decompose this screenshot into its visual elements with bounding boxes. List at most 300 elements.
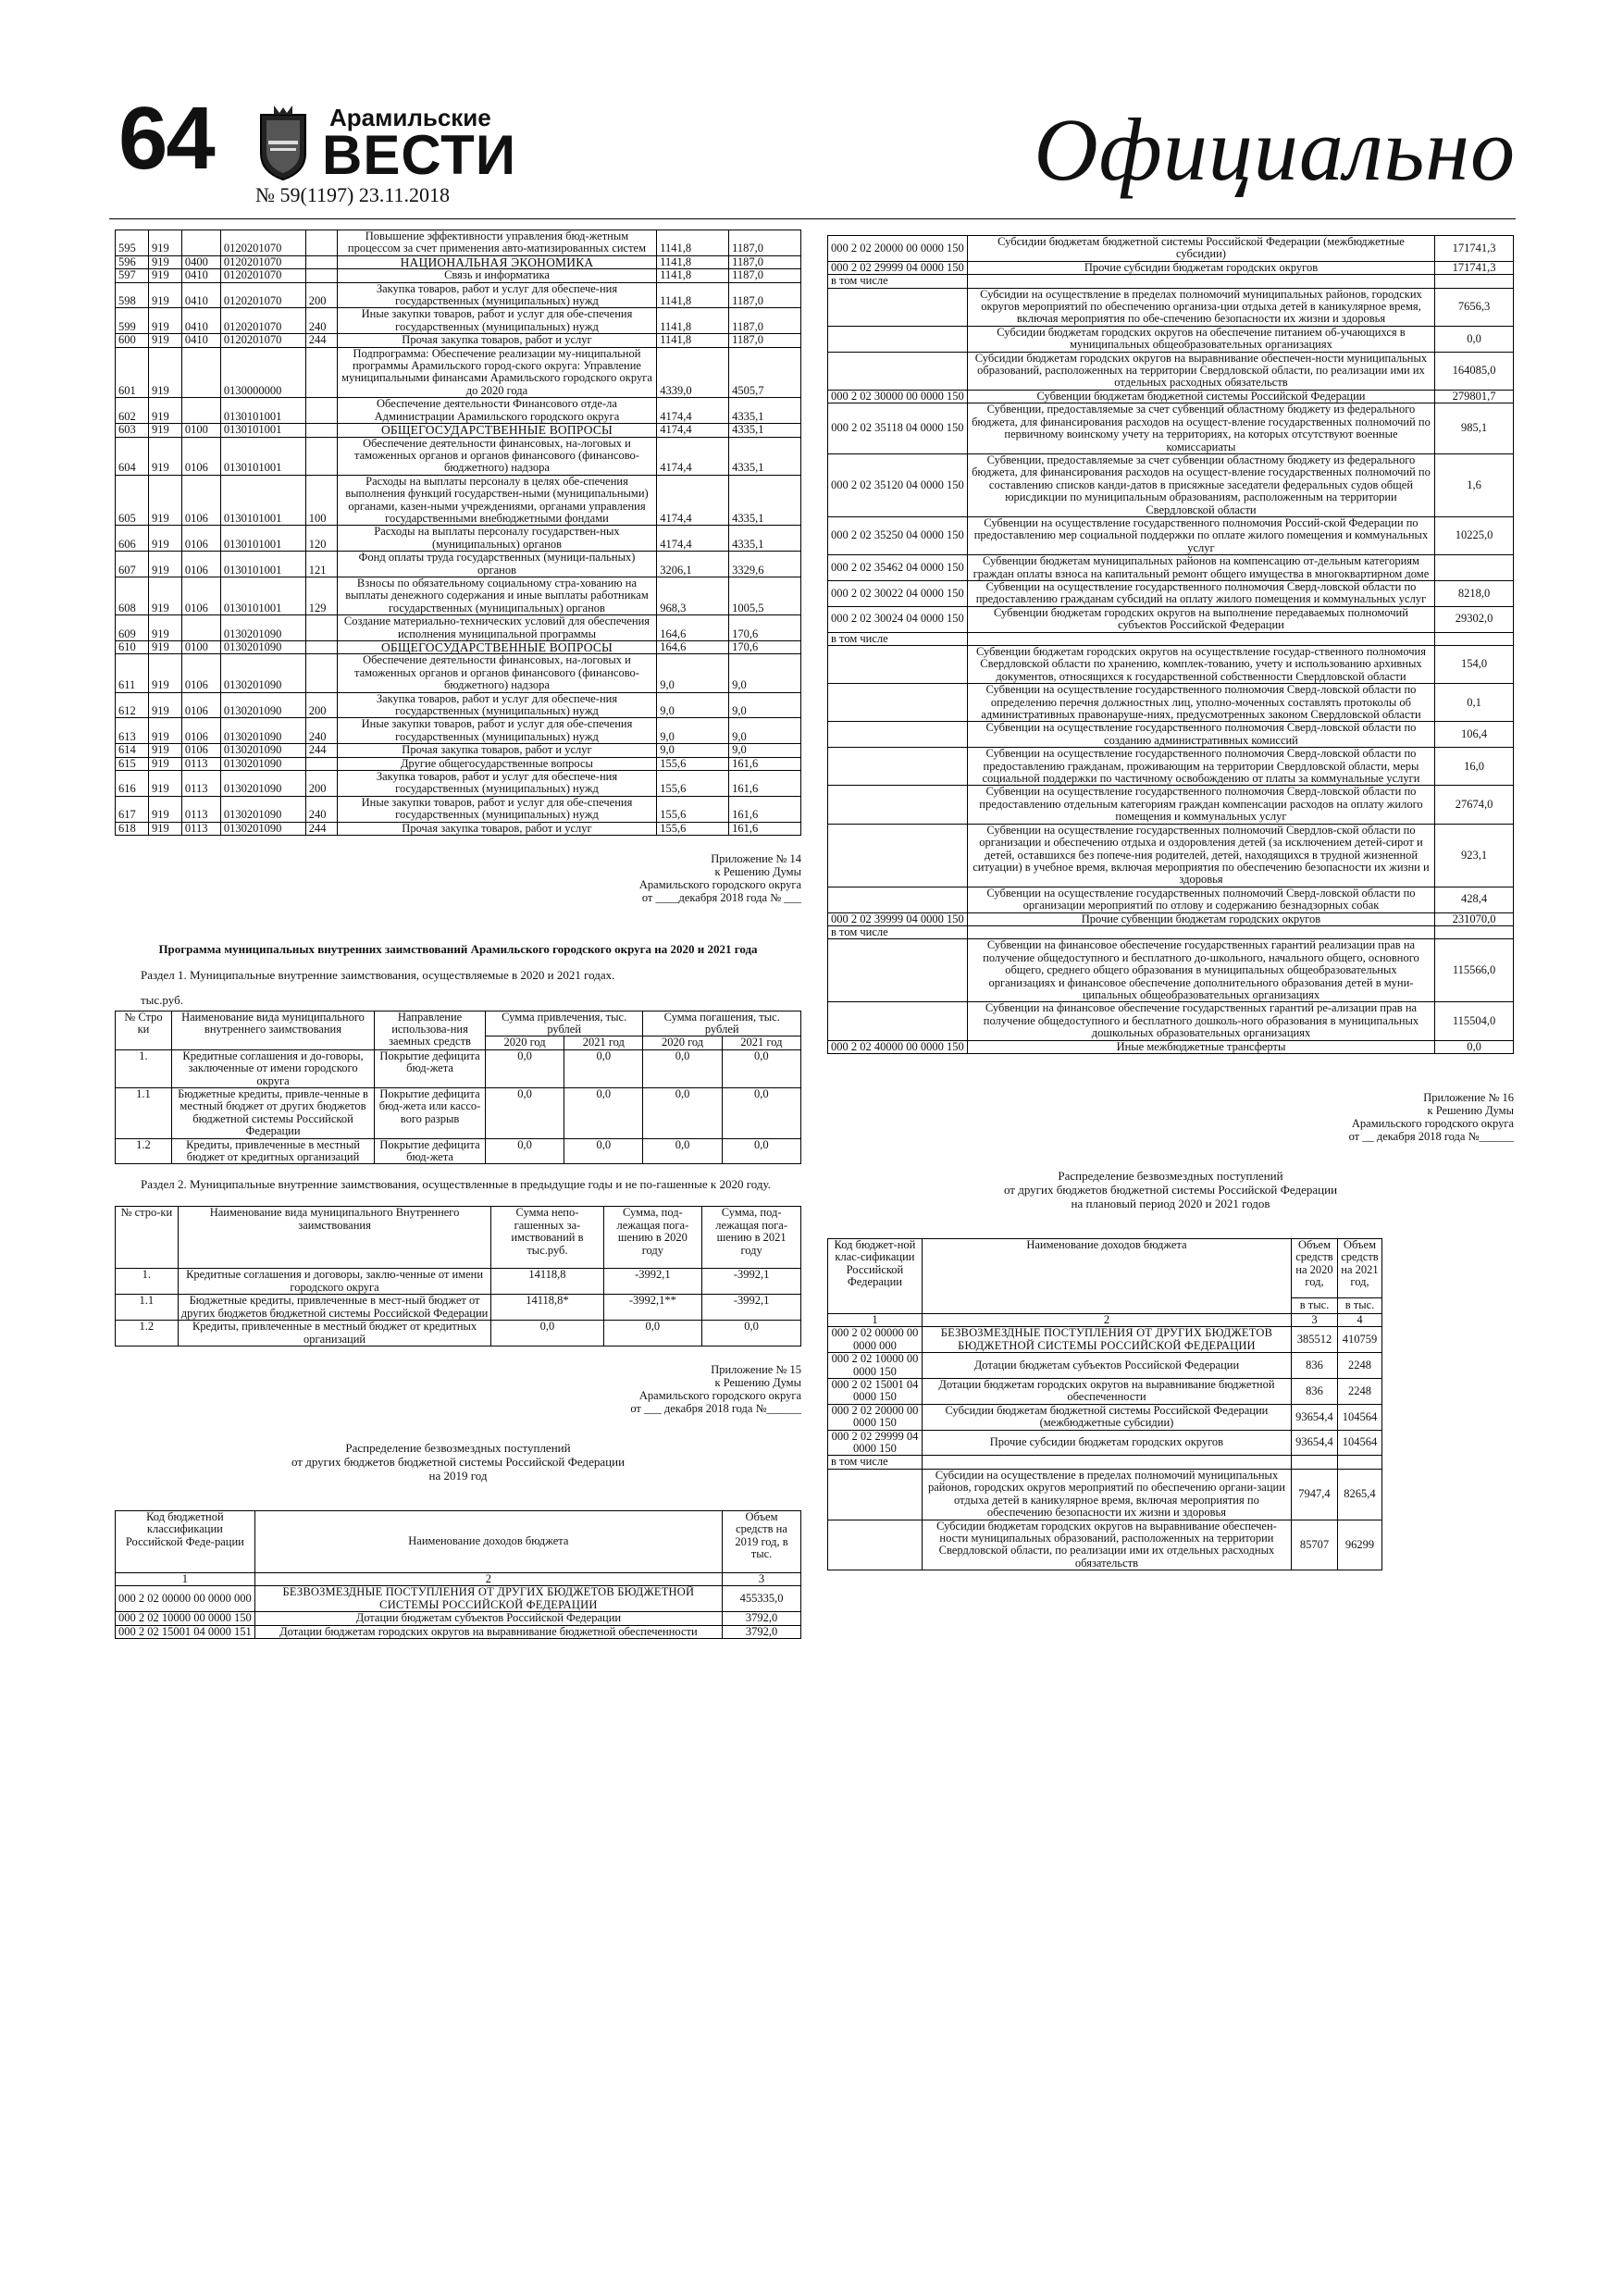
subheading-row — [828, 925, 1514, 938]
item-name: Иные закупки товаров, работ и услуг для обе-спечения государственных (муниципальных) нужд — [337, 718, 656, 744]
item-name: Подпрограмма: Обеспечение реализации му-ниципальной программы Арамильского город-ского округа: Управление муниципальными финансами Арамильского городского округа до 2020 года — [337, 347, 656, 398]
expense-type-code — [305, 255, 337, 268]
ministry-code: 919 — [148, 615, 181, 641]
empty-cell — [1435, 632, 1514, 645]
income-name: БЕЗВОЗМЕЗДНЫЕ ПОСТУПЛЕНИЯ ОТ ДРУГИХ БЮДЖЕТОВ БЮДЖЕТНОЙ СИСТЕМЫ РОССИЙСКОЙ ФЕДЕРАЦИИ — [922, 1327, 1291, 1353]
caption-line: от других бюджетов бюджетной системы Российской Федерации — [291, 1454, 626, 1469]
row-number: 597 — [116, 269, 149, 282]
table-row — [828, 580, 1514, 606]
appendix-15 — [115, 1363, 801, 1415]
table-row — [116, 424, 801, 437]
income-name: Субвенции на осуществление государственного полномочия Сверд-ловской области по предоставлению гражданам субсидий на оплату жилого помещения и коммунальных услуг — [967, 580, 1434, 606]
section-code: 0400 — [181, 255, 220, 268]
borrowing-type: Кредиты, привлеченные в местный бюджет от кредитных организаций — [171, 1138, 374, 1164]
table-row — [116, 398, 801, 424]
target-code: 0120201070 — [220, 334, 305, 347]
borrowing-type: Кредитные соглашения и до-говоры, заключенные от имени городского округа — [171, 1049, 374, 1087]
table-row — [828, 326, 1514, 352]
row-number: 600 — [116, 334, 149, 347]
repay-2020: 0,0 — [643, 1049, 722, 1087]
table-row — [828, 516, 1514, 554]
table-row — [116, 1138, 801, 1164]
appendix-line: Арамильского городского округа — [1351, 1117, 1514, 1130]
expense-type-code — [305, 654, 337, 692]
col-header-purpose: Направление использова-ния заемных средств — [375, 1011, 486, 1049]
item-name: Прочая закупка товаров, работ и услуг — [337, 744, 656, 757]
table-row — [828, 912, 1514, 925]
empty-cell — [967, 275, 1434, 288]
unpaid-amount: 14118,8* — [491, 1295, 603, 1321]
amount-2021: 410759 — [1337, 1327, 1381, 1353]
table-row — [116, 757, 801, 770]
income-name: Субвенции, предоставляемые за счет субвенций областному бюджету из федерального бюджета, для финансирования расходов на осущест-вление государственных полномочий по первичному воинскому учету на территориях, на которых отсутствуют военные комиссариаты — [967, 403, 1434, 454]
col-number: 2 — [922, 1314, 1291, 1327]
row-number: 616 — [116, 771, 149, 797]
row-number: 595 — [116, 230, 149, 256]
amount-2020: 93654,4 — [1292, 1404, 1338, 1430]
empty-cell — [967, 925, 1434, 938]
row-number: 615 — [116, 757, 149, 770]
budget-code: 000 2 02 35120 04 0000 150 — [828, 453, 968, 516]
amount-2021: 161,6 — [729, 757, 801, 770]
section-code: 0410 — [181, 334, 220, 347]
section-code: 0113 — [181, 771, 220, 797]
in-that-number-label: в том числе — [828, 925, 968, 938]
target-code: 0120201070 — [220, 282, 305, 308]
income-name: Дотации бюджетам субъектов Российской Федерации — [922, 1353, 1291, 1379]
table-row — [116, 1295, 801, 1321]
table-row — [828, 1469, 1382, 1520]
logo-top-text: Арамильские — [329, 104, 491, 131]
amount-2019: 16,0 — [1435, 748, 1514, 786]
table-row — [116, 1586, 801, 1612]
amount-2020: 4174,4 — [657, 424, 729, 437]
target-code: 0130201090 — [220, 641, 305, 654]
expense-type-code: 244 — [305, 822, 337, 835]
row-number: 596 — [116, 255, 149, 268]
expenses-table — [115, 230, 801, 836]
table-row — [116, 255, 801, 268]
income-name: Субсидии бюджетам бюджетной системы Российской Федерации (межбюджетные субсидии) — [922, 1404, 1291, 1430]
row-number: 598 — [116, 282, 149, 308]
income-name: Прочие субсидии бюджетам городских округов — [967, 261, 1434, 274]
table-row — [828, 606, 1514, 632]
table-row — [116, 1625, 801, 1638]
target-code: 0120201070 — [220, 255, 305, 268]
amount-2021: 161,6 — [729, 771, 801, 797]
repay-2021: 0,0 — [722, 1088, 800, 1139]
expense-type-code: 240 — [305, 796, 337, 822]
item-name: Иные закупки товаров, работ и услуг для обе-спечения государственных (муниципальных) нужд — [337, 796, 656, 822]
amount-2021: 9,0 — [729, 718, 801, 744]
borrowing-type: Кредитные соглашения и договоры, заклю-ченные от имени городского округа — [178, 1269, 491, 1295]
section-code: 0106 — [181, 552, 220, 577]
budget-code — [828, 646, 968, 684]
amount-2021: 1187,0 — [729, 269, 801, 282]
expense-type-code: 100 — [305, 475, 337, 526]
appendix-line: Приложение № 15 — [711, 1362, 801, 1376]
amount-2019: 115504,0 — [1435, 1002, 1514, 1040]
item-name: Обеспечение деятельности Финансового отде-ла Администрации Арамильского городского округа — [337, 398, 656, 424]
amount-2021: 3329,6 — [729, 552, 801, 577]
target-code: 0130201090 — [220, 771, 305, 797]
table-row — [828, 403, 1514, 454]
row-number: 609 — [116, 615, 149, 641]
repay-2020: 0,0 — [603, 1321, 702, 1347]
row-number: 608 — [116, 577, 149, 614]
budget-code — [828, 326, 968, 352]
target-code: 0130101001 — [220, 526, 305, 552]
amount-2019: 8218,0 — [1435, 580, 1514, 606]
amount-2019: 164085,0 — [1435, 352, 1514, 390]
amount-2021: 1187,0 — [729, 230, 801, 256]
budget-code: 000 2 02 29999 04 0000 150 — [828, 261, 968, 274]
table-row — [828, 1404, 1382, 1430]
table-row — [828, 453, 1514, 516]
col-header-name: Наименование вида муниципального Внутреннего заимствования — [178, 1207, 491, 1269]
item-name: ОБЩЕГОСУДАРСТВЕННЫЕ ВОПРОСЫ — [337, 641, 656, 654]
item-name: Закупка товаров, работ и услуг для обеспече-ния государственных (муниципальных) нужд — [337, 282, 656, 308]
raise-2021: 0,0 — [564, 1049, 643, 1087]
expense-type-code: 200 — [305, 771, 337, 797]
table-row — [116, 282, 801, 308]
table-row — [116, 744, 801, 757]
budget-code: 000 2 02 30000 00 0000 150 — [828, 390, 968, 403]
item-name: Прочая закупка товаров, работ и услуг — [337, 334, 656, 347]
item-name: Связь и информатика — [337, 269, 656, 282]
amount-2021: 1187,0 — [729, 282, 801, 308]
col-header-repay-2020: Сумма, под-лежащая пога-шению в 2020 году — [603, 1207, 702, 1269]
target-code: 0130201090 — [220, 615, 305, 641]
amount-2020: 85707 — [1292, 1520, 1338, 1570]
section-code: 0106 — [181, 654, 220, 692]
col-header-unpaid: Сумма непо-гашенных за-имствований в тыс.руб. — [491, 1207, 603, 1269]
budget-code — [828, 748, 968, 786]
amount-2021: 1187,0 — [729, 334, 801, 347]
budget-code: 000 2 02 20000 00 0000 150 — [828, 236, 968, 262]
amount-2020: 9,0 — [657, 718, 729, 744]
budget-code: 000 2 02 35462 04 0000 150 — [828, 555, 968, 581]
caption-line: на 2019 год — [428, 1468, 488, 1483]
table-row — [116, 692, 801, 718]
amount-2020: 1141,8 — [657, 308, 729, 334]
expense-type-code — [305, 269, 337, 282]
budget-code: 000 2 02 00000 00 0000 000 — [116, 1586, 255, 1612]
table-row — [116, 615, 801, 641]
caption-line: от других бюджетов бюджетной системы Российской Федерации — [1003, 1183, 1338, 1197]
budget-code — [828, 887, 968, 912]
income-name: Субсидии на осуществление в пределах полномочий муниципальных районов, городских округов мероприятий по обеспечению организа-ции отдыха детей в каникулярное время, включая мероприятия по обе-спечению безопасности их жизни и здоровья — [967, 288, 1434, 326]
amount-2021: 2248 — [1337, 1353, 1381, 1379]
transfers-2019-continued-table — [827, 235, 1514, 1054]
table-row — [828, 1520, 1382, 1570]
table-row — [116, 718, 801, 744]
table-row — [116, 475, 801, 526]
appendix-line: к Решению Думы — [1427, 1104, 1514, 1117]
table-row — [828, 722, 1514, 748]
income-name: БЕЗВОЗМЕЗДНЫЕ ПОСТУПЛЕНИЯ ОТ ДРУГИХ БЮДЖЕТОВ БЮДЖЕТНОЙ СИСТЕМЫ РОССИЙСКОЙ ФЕДЕРАЦИИ — [254, 1586, 722, 1612]
ministry-code: 919 — [148, 718, 181, 744]
budget-code — [828, 684, 968, 722]
target-code: 0130101001 — [220, 552, 305, 577]
income-name: Субсидии на осуществление в пределах полномочий муниципальных районов, городских округов мероприятий по обеспечению органи-зации отдыха детей в каникулярное время, включая мероприятия по обеспечению безопасности их жизни и здоровья — [922, 1469, 1291, 1520]
table-row — [828, 390, 1514, 403]
amount-2019: 27674,0 — [1435, 786, 1514, 824]
amount-2020: 155,6 — [657, 796, 729, 822]
target-code: 0120201070 — [220, 308, 305, 334]
income-name: Дотации бюджетам субъектов Российской Федерации — [254, 1612, 722, 1625]
col-number: 4 — [1337, 1314, 1381, 1327]
table-row — [828, 261, 1514, 274]
target-code: 0130101001 — [220, 475, 305, 526]
col-number: 1 — [116, 1572, 255, 1585]
item-name: Расходы на выплаты персоналу в целях обе-спечения выполнения функций государствен-ными (муниципальными) органами, казен-ными учреждениями, органами управления государственными внебюджетными фондами — [337, 475, 656, 526]
repay-2020: -3992,1 — [603, 1269, 702, 1295]
empty-cell — [1337, 1456, 1381, 1469]
amount-2021: 4335,1 — [729, 475, 801, 526]
item-name: Создание материально-технических условий для обеспечения исполнения муниципальной программы — [337, 615, 656, 641]
budget-code — [828, 722, 968, 748]
amount-2021: 161,6 — [729, 822, 801, 835]
target-code: 0130201090 — [220, 744, 305, 757]
income-name: Субвенции бюджетам городских округов на осуществление государ-ственного полномочия Свердловской области по хранению, комплек-тованию, учету и использованию архивных документов, относящихся к государственной собственности Свердловской области — [967, 646, 1434, 684]
expense-type-code — [305, 757, 337, 770]
amount-2020: 3206,1 — [657, 552, 729, 577]
row-number: 604 — [116, 437, 149, 475]
col-header-repay-2021: Сумма, под-лежащая пога-шению в 2021 году — [702, 1207, 801, 1269]
section-code: 0113 — [181, 822, 220, 835]
section-title: Официально — [1034, 100, 1516, 199]
section-code: 0410 — [181, 308, 220, 334]
amount-2021: 8265,4 — [1337, 1469, 1381, 1520]
income-name: Субвенции бюджетам городских округов на выполнение передаваемых полномочий субъектов Российской Федерации — [967, 606, 1434, 632]
target-code: 0130201090 — [220, 654, 305, 692]
budget-code: 000 2 02 40000 00 0000 150 — [828, 1040, 968, 1053]
target-code: 0130101001 — [220, 424, 305, 437]
appendix-line: к Решению Думы — [714, 1375, 801, 1389]
item-name: Повышение эффективности управления бюд-жетным процессом за счет применения авто-матизированных систем — [337, 230, 656, 256]
col-header-name: Наименование вида муниципального внутреннего заимствования — [171, 1011, 374, 1049]
amount-2019: 3792,0 — [723, 1625, 801, 1638]
expense-type-code — [305, 641, 337, 654]
table-row — [116, 334, 801, 347]
income-name: Прочие субсидии бюджетам городских округов — [922, 1430, 1291, 1456]
amount-2020: 968,3 — [657, 577, 729, 614]
section-code: 0113 — [181, 796, 220, 822]
amount-2019: 985,1 — [1435, 403, 1514, 454]
appendix-16 — [827, 1091, 1514, 1143]
repay-2021: 0,0 — [702, 1321, 801, 1347]
row-number: 603 — [116, 424, 149, 437]
amount-2019: 106,4 — [1435, 722, 1514, 748]
appendix-line: к Решению Думы — [714, 865, 801, 879]
table-row — [116, 577, 801, 614]
amount-2020: 9,0 — [657, 654, 729, 692]
row-number: 1.1 — [116, 1088, 172, 1139]
transfers-2019-table — [115, 1510, 801, 1639]
table-row — [828, 1430, 1382, 1456]
ministry-code: 919 — [148, 255, 181, 268]
budget-code: 000 2 02 10000 00 0000 150 — [116, 1612, 255, 1625]
ministry-code: 919 — [148, 771, 181, 797]
amount-2019: 7656,3 — [1435, 288, 1514, 326]
unpaid-amount: 0,0 — [491, 1321, 603, 1347]
table-row — [828, 748, 1514, 786]
subheading-row — [828, 1456, 1382, 1469]
row-number: 1.1 — [116, 1295, 179, 1321]
empty-cell — [967, 632, 1434, 645]
amount-2020: 1141,8 — [657, 269, 729, 282]
transfers-2020-2021-table — [827, 1238, 1382, 1570]
table-row — [116, 1321, 801, 1347]
amount-2021: 161,6 — [729, 796, 801, 822]
col-header-amount: Объем средств на 2019 год, в тыс. — [723, 1510, 801, 1572]
col-header-no: № Стро ки — [116, 1011, 172, 1049]
table-row — [116, 771, 801, 797]
budget-code — [828, 1002, 968, 1040]
expense-type-code — [305, 424, 337, 437]
repay-2020: 0,0 — [643, 1138, 722, 1164]
unit-label: в тыс. — [1337, 1298, 1381, 1314]
target-code: 0130201090 — [220, 757, 305, 770]
ministry-code: 919 — [148, 654, 181, 692]
amount-2021: 1187,0 — [729, 308, 801, 334]
table-row — [828, 1379, 1382, 1405]
borrowing-type: Бюджетные кредиты, привле-ченные в местный бюджет от других бюджетов бюджетной системы Российской Федерации — [171, 1088, 374, 1139]
section-code — [181, 615, 220, 641]
budget-code — [828, 824, 968, 887]
appendix-16-caption — [827, 1169, 1514, 1210]
income-name: Субвенции на финансовое обеспечение государственных гарантий ре-ализации прав на получение общедоступного и бесплатного дошколь-ного образования в муниципальных дошкольных образовательных организациях — [967, 1002, 1434, 1040]
amount-2019: 231070,0 — [1435, 912, 1514, 925]
target-code: 0130101001 — [220, 437, 305, 475]
amount-2019: 154,0 — [1435, 646, 1514, 684]
budget-code — [828, 786, 968, 824]
table-row — [116, 526, 801, 552]
caption-line: на плановый период 2020 и 2021 годов — [1071, 1197, 1270, 1210]
page-number: 64 — [118, 89, 214, 188]
amount-2019: 455335,0 — [723, 1586, 801, 1612]
row-number: 613 — [116, 718, 149, 744]
amount-2020: 7947,4 — [1292, 1469, 1338, 1520]
row-number: 1. — [116, 1269, 179, 1295]
target-code: 0120201070 — [220, 269, 305, 282]
ministry-code: 919 — [148, 641, 181, 654]
amount-2019 — [1435, 555, 1514, 581]
amount-2019: 171741,3 — [1435, 261, 1514, 274]
expense-type-code: 240 — [305, 308, 337, 334]
appendix-line: Приложение № 16 — [1423, 1091, 1514, 1104]
appendix-14 — [115, 852, 801, 904]
col-header-2020: Объем средств на 2020 год, — [1292, 1239, 1338, 1298]
col-number: 1 — [828, 1314, 923, 1327]
expense-type-code — [305, 347, 337, 398]
amount-2021: 9,0 — [729, 744, 801, 757]
section-code: 0410 — [181, 282, 220, 308]
header-divider — [109, 218, 1516, 219]
empty-cell — [1435, 275, 1514, 288]
section2-text: Раздел 2. Муниципальные внутренние заимствования, осуществленные в предыдущие годы и не по-гашенные к 2020 году. — [141, 1177, 771, 1192]
amount-2021: 104564 — [1337, 1430, 1381, 1456]
income-name: Субвенции на осуществление государственных полномочий Сверд-ловской области по организации мероприятий по отлову и содержанию безнадзорных собак — [967, 887, 1434, 912]
col-number: 3 — [723, 1572, 801, 1585]
item-name: Фонд оплаты труда государственных (муници-пальных) органов — [337, 552, 656, 577]
table-row — [828, 824, 1514, 887]
section-code: 0106 — [181, 577, 220, 614]
income-name: Субвенции на осуществление государственного полномочия Сверд-ловской области по предоставлению отдельным категориям граждан компенсации расходов на оплату жилого помещения и коммунальных услуг — [967, 786, 1434, 824]
table-row — [116, 1269, 801, 1295]
col-number: 3 — [1292, 1314, 1338, 1327]
section-code: 0106 — [181, 692, 220, 718]
income-name: Дотации бюджетам городских округов на выравнивание бюджетной обеспеченности — [254, 1625, 722, 1638]
year-header: 2020 год — [485, 1036, 564, 1049]
section-code: 0106 — [181, 744, 220, 757]
ministry-code: 919 — [148, 692, 181, 718]
section-code: 0100 — [181, 424, 220, 437]
ministry-code: 919 — [148, 744, 181, 757]
amount-2020: 4174,4 — [657, 398, 729, 424]
income-name: Прочие субвенции бюджетам городских округов — [967, 912, 1434, 925]
ministry-code: 919 — [148, 437, 181, 475]
amount-2021: 170,6 — [729, 615, 801, 641]
subheading-row — [828, 632, 1514, 645]
budget-code: 000 2 02 30024 04 0000 150 — [828, 606, 968, 632]
target-code: 0130201090 — [220, 718, 305, 744]
expense-type-code: 120 — [305, 526, 337, 552]
table-row — [828, 352, 1514, 390]
masthead — [109, 89, 1516, 213]
income-name: Субвенции на финансовое обеспечение государственных гарантий реализации прав на получение общедоступного и бесплатного до-школьного, начального общего, основного общего, среднего общего образования в муниципальных общеобразовательных организациях и финансовое обеспечение дополнительного образования детей в муни-ципальных общеобразовательных организациях — [967, 939, 1434, 1002]
expense-type-code: 240 — [305, 718, 337, 744]
expense-type-code: 200 — [305, 282, 337, 308]
table-row — [116, 822, 801, 835]
units-label: тыс.руб. — [141, 992, 183, 1007]
budget-code: 000 2 02 35250 04 0000 150 — [828, 516, 968, 554]
budget-code: 000 2 02 20000 00 0000 150 — [828, 1404, 923, 1430]
row-number: 605 — [116, 475, 149, 526]
table-row — [828, 646, 1514, 684]
budget-code — [828, 1469, 923, 1520]
amount-2020: 4174,4 — [657, 526, 729, 552]
target-code: 0130201090 — [220, 796, 305, 822]
income-name: Иные межбюджетные трансферты — [967, 1040, 1434, 1053]
newspaper-logo — [255, 102, 533, 194]
expense-type-code — [305, 398, 337, 424]
table-row — [116, 1049, 801, 1087]
unpaid-amount: 14118,8 — [491, 1269, 603, 1295]
unit-label: в тыс. — [1292, 1298, 1338, 1314]
repay-2021: 0,0 — [722, 1049, 800, 1087]
borrowing-type: Бюджетные кредиты, привлеченные в мест-ный бюджет от других бюджетов бюджетной системы Российской Федерации — [178, 1295, 491, 1321]
col-header-code: Код бюджетной классификации Российской Феде-рации — [116, 1510, 255, 1572]
appendix-line: Арамильского городского округа — [638, 878, 801, 892]
row-number: 1.2 — [116, 1138, 172, 1164]
row-number: 602 — [116, 398, 149, 424]
table-row — [116, 347, 801, 398]
borrowing-program-title: Программа муниципальных внутренних заимствований Арамильского городского округа на 2020 и 2021 года — [158, 942, 758, 957]
budget-code — [828, 939, 968, 1002]
amount-2020: 1141,8 — [657, 255, 729, 268]
ministry-code: 919 — [148, 577, 181, 614]
ministry-code: 919 — [148, 398, 181, 424]
amount-2020: 93654,4 — [1292, 1430, 1338, 1456]
amount-2020: 1141,8 — [657, 282, 729, 308]
section-code — [181, 347, 220, 398]
income-name: Субсидии бюджетам бюджетной системы Российской Федерации (межбюджетные субсидии) — [967, 236, 1434, 262]
col-header-no: № стро-ки — [116, 1207, 179, 1269]
income-name: Субвенции на осуществление государственного полномочия Сверд-ловской области по предоставлению гражданам, проживающим на территории Свердловской области, меры социальной поддержки по частичному освобождению от платы за коммунальные услуги — [967, 748, 1434, 786]
appendix-line: Арамильского городского округа — [638, 1388, 801, 1402]
